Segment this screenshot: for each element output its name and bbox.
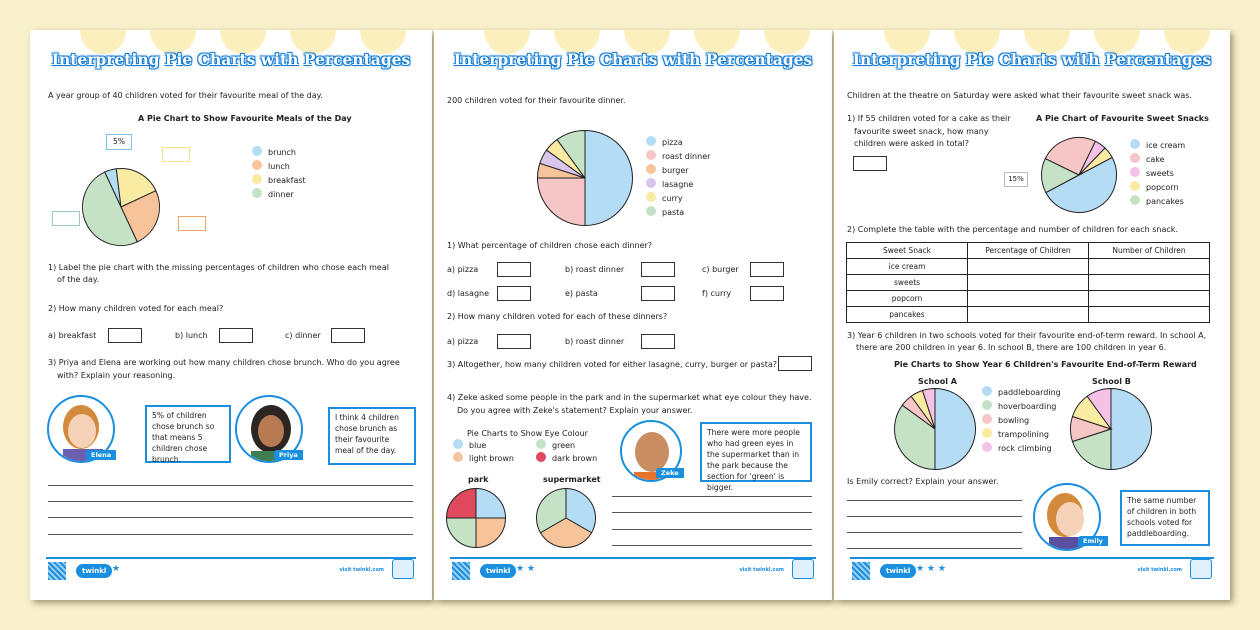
answer-line[interactable] (612, 496, 812, 497)
label-breakfast: a) breakfast (48, 331, 97, 340)
legend-item: rock climbing (982, 442, 1061, 456)
priya-speech-bubble: I think 4 children chose brunch as their favourite meal of the day. (328, 407, 416, 465)
question-3: 3) Altogether, how many children voted for either lasagne, curry, burger or pasta? (447, 360, 778, 369)
emily-name-tag: Emily (1078, 536, 1108, 546)
quality-badge-icon (1190, 559, 1212, 579)
burger-percent-input[interactable] (750, 262, 784, 277)
park-label: park (468, 475, 489, 484)
footer-url[interactable]: visit twinkl.com (1137, 567, 1182, 573)
row-label: sweets (847, 275, 968, 291)
school-a-pie-chart (893, 387, 977, 471)
legend-item: lunch (252, 160, 306, 174)
meals-pie-chart (81, 167, 161, 247)
legend-item: popcorn (1130, 181, 1185, 195)
row-label: pancakes (847, 307, 968, 323)
legend-item: breakfast (252, 174, 306, 188)
label-pasta: e) pasta (565, 289, 598, 298)
question-4-cont: Do you agree with Zeke's statement? Explain your answer. (457, 406, 693, 415)
label-lunch: b) lunch (175, 331, 208, 340)
footer-divider (850, 557, 1214, 559)
qr-code-icon (852, 562, 870, 580)
question-1: 1) Label the pie chart with the missing percentages of children who chose each meal (48, 263, 389, 272)
answer-line[interactable] (612, 545, 812, 546)
emily-speech-bubble: The same number of children in both schools voted for paddleboarding. (1120, 490, 1210, 546)
question-3-cont: with? Explain your reasoning. (57, 371, 176, 380)
supermarket-pie-chart (535, 487, 597, 549)
label-roast-dinner: b) roast dinner (565, 337, 625, 346)
total-children-input[interactable] (853, 156, 887, 171)
sweet-snacks-pie-chart (1040, 136, 1118, 214)
snack-table (846, 242, 1210, 323)
legend-item: blue (453, 439, 486, 453)
question-1: 1) If 55 children voted for a cake as their (847, 114, 1011, 123)
difficulty-stars: ★ (112, 564, 121, 574)
table-row (847, 307, 1210, 323)
legend-swatch (252, 174, 262, 184)
chart-legend (252, 146, 306, 202)
legend-item: lasagne (646, 178, 710, 192)
school-b-label: School B (1092, 377, 1131, 386)
footer-divider (46, 557, 416, 559)
pie-slice-paddleboarding (935, 389, 976, 470)
question-2: 2) How many children voted for each meal? (48, 304, 224, 313)
breakfast-count-input[interactable] (108, 328, 142, 343)
brunch-label: 5% (106, 134, 132, 150)
answer-line[interactable] (48, 534, 413, 535)
legend-item: paddleboarding (982, 386, 1061, 400)
column-header: Percentage of Children (968, 243, 1089, 259)
question-3: 3) Year 6 children in two schools voted for their favourite end-of-term reward. In school A, (847, 331, 1207, 340)
zeke-name-tag: Zeke (656, 468, 684, 478)
legend-item: pizza (646, 136, 710, 150)
pasta-percent-input[interactable] (641, 286, 675, 301)
worksheet-2 (434, 30, 832, 600)
legend-swatch (646, 178, 656, 188)
page-title: Interpreting Pie Charts with Percentages (453, 50, 813, 69)
legend-swatch (453, 439, 463, 449)
legend-item: cake (1130, 153, 1185, 167)
label-pizza: a) pizza (447, 265, 479, 274)
legend-swatch (982, 414, 992, 424)
question-2: 2) Complete the table with the percentage and number of children for each snack. (847, 225, 1178, 234)
roast-dinner-percent-input[interactable] (641, 262, 675, 277)
eye-chart-title: Pie Charts to Show Eye Colour (467, 429, 588, 438)
zeke-speech-bubble: There were more people who had green eyes in the supermarket than in the park because the section for 'green' is bigger. (700, 422, 812, 482)
twinkl-logo: twinkl (880, 564, 916, 578)
legend-swatch (646, 164, 656, 174)
page-title: Interpreting Pie Charts with Percentages (852, 50, 1212, 69)
legend-item: burger (646, 164, 710, 178)
question-1: 1) What percentage of children chose each dinner? (447, 241, 653, 250)
question-1-cont: children were asked in total? (854, 139, 970, 148)
percentage-cell[interactable] (968, 259, 1089, 275)
footer-divider (450, 557, 816, 559)
question-1-cont: of the day. (57, 275, 100, 284)
question-3: 3) Priya and Elena are working out how many children chose brunch. Who do you agree (48, 358, 400, 367)
supermarket-label: supermarket (543, 475, 601, 484)
twinkl-logo: twinkl (76, 564, 112, 578)
legend-swatch (252, 188, 262, 198)
table-row (847, 275, 1210, 291)
legend-item: dinner (252, 188, 306, 202)
legend-item: curry (646, 192, 710, 206)
pancakes-label: 15% (1004, 172, 1028, 187)
legend-swatch (1130, 167, 1140, 177)
table-header-row (847, 243, 1210, 259)
number-cell[interactable] (1089, 259, 1210, 275)
legend-item: sweets (1130, 167, 1185, 181)
question-4: 4) Zeke asked some people in the park and in the supermarket what eye colour they have. (447, 393, 812, 402)
legend-item: green (536, 439, 575, 453)
chart-title: A Pie Chart to Show Favourite Meals of the Day (138, 114, 352, 123)
intro-text: Children at the theatre on Saturday were asked what their favourite sweet snack was. (847, 91, 1192, 100)
percentage-cell[interactable] (968, 291, 1089, 307)
intro-text: 200 children voted for their favourite dinner. (447, 96, 626, 105)
legend-swatch (982, 400, 992, 410)
answer-line[interactable] (48, 485, 413, 486)
legend-swatch (453, 452, 463, 462)
question-1-cont: favourite sweet snack, how many (854, 127, 989, 136)
answer-line[interactable] (847, 532, 1022, 533)
legend-item: roast dinner (646, 150, 710, 164)
reward-chart-title: Pie Charts to Show Year 6 Children's Favourite End-of-Term Reward (894, 360, 1197, 369)
chart-legend (1130, 139, 1185, 209)
worksheet-3 (834, 30, 1230, 600)
answer-line[interactable] (48, 517, 413, 518)
roast-dinner-count-input[interactable] (641, 334, 675, 349)
page-title: Interpreting Pie Charts with Percentages (51, 50, 411, 69)
answer-line[interactable] (847, 548, 1022, 549)
answer-line[interactable] (48, 501, 413, 502)
park-pie-chart (445, 487, 507, 549)
emily-question: Is Emily correct? Explain your answer. (847, 477, 999, 486)
legend-swatch (982, 386, 992, 396)
label-roast-dinner: b) roast dinner (565, 265, 625, 274)
pie-slice-pizza (585, 131, 633, 226)
legend-swatch (1130, 181, 1140, 191)
legend-item: dark brown (536, 452, 597, 466)
legend-swatch (1130, 139, 1140, 149)
percentage-cell[interactable] (968, 275, 1089, 291)
chart-legend (982, 386, 1061, 456)
label-lasagne: d) lasagne (447, 289, 490, 298)
legend-item: brunch (252, 146, 306, 160)
difficulty-stars: ★ ★ ★ (916, 564, 946, 574)
pie-slice-light-brown (476, 518, 506, 548)
dinner-pie-chart (536, 129, 634, 227)
pizza-count-input[interactable] (497, 334, 531, 349)
legend-item: hoverboarding (982, 400, 1061, 414)
footer-url[interactable]: visit twinkl.com (339, 567, 384, 573)
legend-swatch (1130, 195, 1140, 205)
quality-badge-icon (392, 559, 414, 579)
label-dinner: c) dinner (285, 331, 321, 340)
twinkl-logo: twinkl (480, 564, 516, 578)
quality-badge-icon (792, 559, 814, 579)
answer-line[interactable] (847, 516, 1022, 517)
legend-item: pancakes (1130, 195, 1185, 209)
elena-name-tag: Elena (86, 450, 116, 460)
lunch-count-input[interactable] (219, 328, 253, 343)
pie-slice-paddleboarding (1111, 389, 1152, 470)
label-curry: f) curry (702, 289, 732, 298)
table-row (847, 259, 1210, 275)
curry-percent-input[interactable] (750, 286, 784, 301)
legend-swatch (536, 452, 546, 462)
column-header: Number of Children (1089, 243, 1210, 259)
pie-slice-roast-dinner (538, 178, 586, 226)
qr-code-icon (48, 562, 66, 580)
footer-url[interactable]: visit twinkl.com (739, 567, 784, 573)
legend-swatch (982, 428, 992, 438)
worksheet-1 (30, 30, 432, 600)
pie-slice-dark-brown (447, 489, 477, 519)
school-a-label: School A (918, 377, 957, 386)
answer-line[interactable] (612, 529, 812, 530)
pie-slice-blue (476, 489, 506, 519)
label-pizza: a) pizza (447, 337, 479, 346)
label-burger: c) burger (702, 265, 739, 274)
legend-swatch (982, 442, 992, 452)
legend-item: pasta (646, 206, 710, 220)
legend-swatch (536, 439, 546, 449)
chart-legend (646, 136, 710, 220)
pizza-percent-input[interactable] (497, 262, 531, 277)
column-header: Sweet Snack (847, 243, 968, 259)
legend-swatch (646, 136, 656, 146)
row-label: popcorn (847, 291, 968, 307)
qr-code-icon (452, 562, 470, 580)
chart-title: A Pie Chart of Favourite Sweet Snacks (1036, 114, 1209, 123)
lasagne-percent-input[interactable] (497, 286, 531, 301)
number-cell[interactable] (1089, 307, 1210, 323)
table-row (847, 291, 1210, 307)
legend-swatch (252, 146, 262, 156)
legend-swatch (646, 192, 656, 202)
number-cell[interactable] (1089, 275, 1210, 291)
answer-line[interactable] (612, 512, 812, 513)
number-cell[interactable] (1089, 291, 1210, 307)
legend-item: ice cream (1130, 139, 1185, 153)
question-3-cont: there are 200 children in year 6. In school B, there are 100 children in year 6. (856, 343, 1167, 352)
percentage-cell[interactable] (968, 307, 1089, 323)
pie-slice-green (447, 518, 477, 548)
legend-item: bowling (982, 414, 1061, 428)
legend-swatch (252, 160, 262, 170)
priya-name-tag: Priya (274, 450, 303, 460)
total-count-input[interactable] (778, 356, 812, 371)
question-2: 2) How many children voted for each of these dinners? (447, 312, 668, 321)
answer-line[interactable] (847, 500, 1022, 501)
breakfast-answer-box[interactable] (162, 147, 190, 162)
row-label: ice cream (847, 259, 968, 275)
legend-item: light brown (453, 452, 514, 466)
intro-text: A year group of 40 children voted for their favourite meal of the day. (48, 91, 323, 100)
school-b-pie-chart (1069, 387, 1153, 471)
difficulty-stars: ★ ★ (516, 564, 535, 574)
legend-swatch (646, 206, 656, 216)
legend-swatch (646, 150, 656, 160)
dinner-answer-box[interactable] (52, 211, 80, 226)
dinner-count-input[interactable] (331, 328, 365, 343)
legend-swatch (1130, 153, 1140, 163)
lunch-answer-box[interactable] (178, 216, 206, 231)
legend-item: trampolining (982, 428, 1061, 442)
elena-speech-bubble: 5% of children chose brunch so that means 5 children chose brunch. (145, 405, 231, 463)
